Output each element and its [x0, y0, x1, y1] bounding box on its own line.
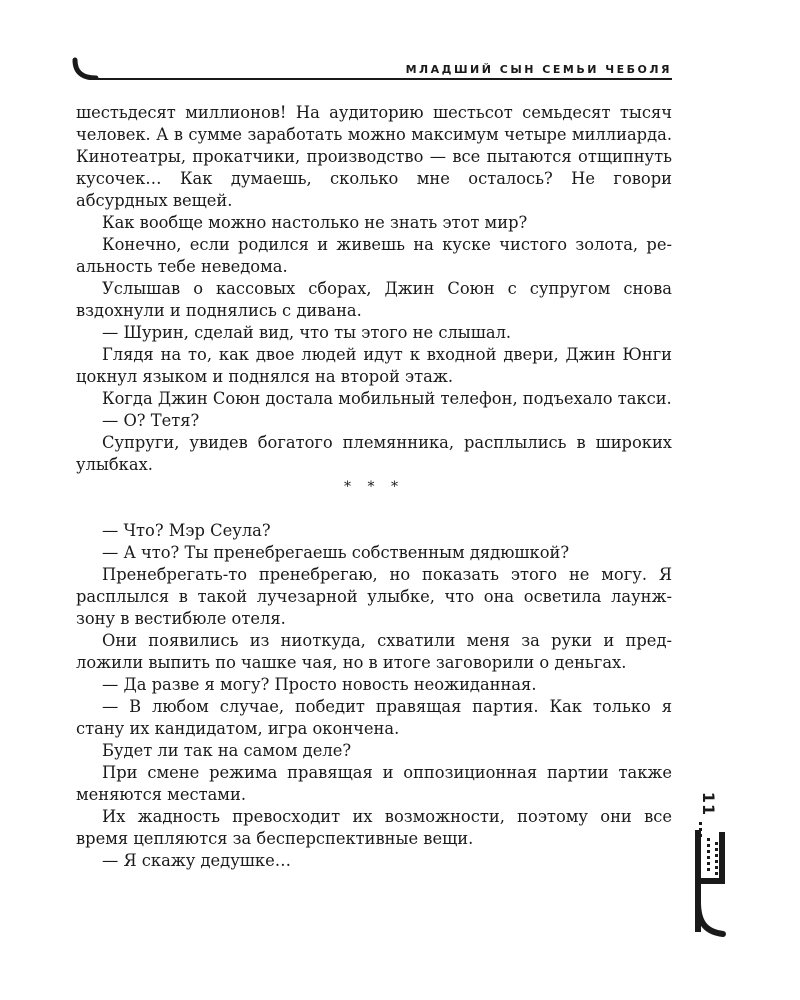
section-separator: * * *: [344, 479, 404, 495]
paragraph: Они появились из ниоткуда, схватили меня за руки и предложили выпить по чашке чая, но в итоге заговорили о деньгах.: [76, 631, 672, 672]
paragraph: — Да разве я могу? Просто новость неожиданная.: [102, 675, 537, 694]
paragraph: шестьдесят миллионов! На аудиторию шестьсот семьдесят тысяч человек. А в сумме заработать можно максимум четыре миллиарда. Кинотеатры, прокатчики, производство — все пытаются отщипнуть кусочек… Как думаешь, сколько мне осталось? Не говори абсурдных вещей.: [76, 103, 672, 210]
paragraph: Их жадность превосходит их возможности, поэтому они все время цепляются за бесперспективные вещи.: [76, 807, 672, 848]
paragraph: Как вообще можно настолько не знать этот мир?: [102, 213, 528, 232]
paragraph: Когда Джин Союн достала мобильный телефон, подъехало такси.: [102, 389, 672, 408]
paragraph: — А что? Ты пренебрегаешь собственным дядюшкой?: [102, 543, 570, 562]
paragraph: Супруги, увидев богатого племянника, расплылись в широких улыбках.: [76, 433, 672, 474]
page-number: 11: [699, 791, 718, 817]
paragraph: Услышав о кассовых сборах, Джин Союн с супругом снова вздохнули и поднялись с дивана.: [76, 279, 672, 320]
paragraph: Конечно, если родился и живешь на куске чистого золота, реальность тебе неведома.: [76, 235, 672, 276]
paragraph: — Что? Мэр Сеула?: [102, 521, 271, 540]
paragraph: — Я скажу дедушке…: [102, 851, 292, 870]
paragraph: — Шурин, сделай вид, что ты этого не слышал.: [102, 323, 512, 342]
running-title: МЛАДШИЙ СЫН СЕМЬИ ЧЕБОЛЯ: [405, 63, 672, 76]
paragraph: Глядя на то, как двое людей идут к входной двери, Джин Юнги цокнул языком и поднялся на второй этаж.: [76, 345, 672, 386]
paragraph: — О? Тетя?: [102, 411, 200, 430]
paragraph: При смене режима правящая и оппозиционная партии также меняются местами.: [76, 763, 672, 804]
paragraph: Будет ли так на самом деле?: [102, 741, 352, 760]
paragraph: — В любом случае, победит правящая партия. Как только я стану их кандидатом, игра окончена.: [76, 697, 672, 738]
body-text: [76, 102, 672, 872]
header-rule: [92, 78, 672, 80]
header-hook-ornament: [72, 56, 102, 80]
paragraph: Пренебрегать-то пренебрегаю, но показать этого не могу. Я расплылся в такой лучезарной улыбке, что она осветила лаунж-зону в вестибюле отеля.: [76, 565, 672, 628]
